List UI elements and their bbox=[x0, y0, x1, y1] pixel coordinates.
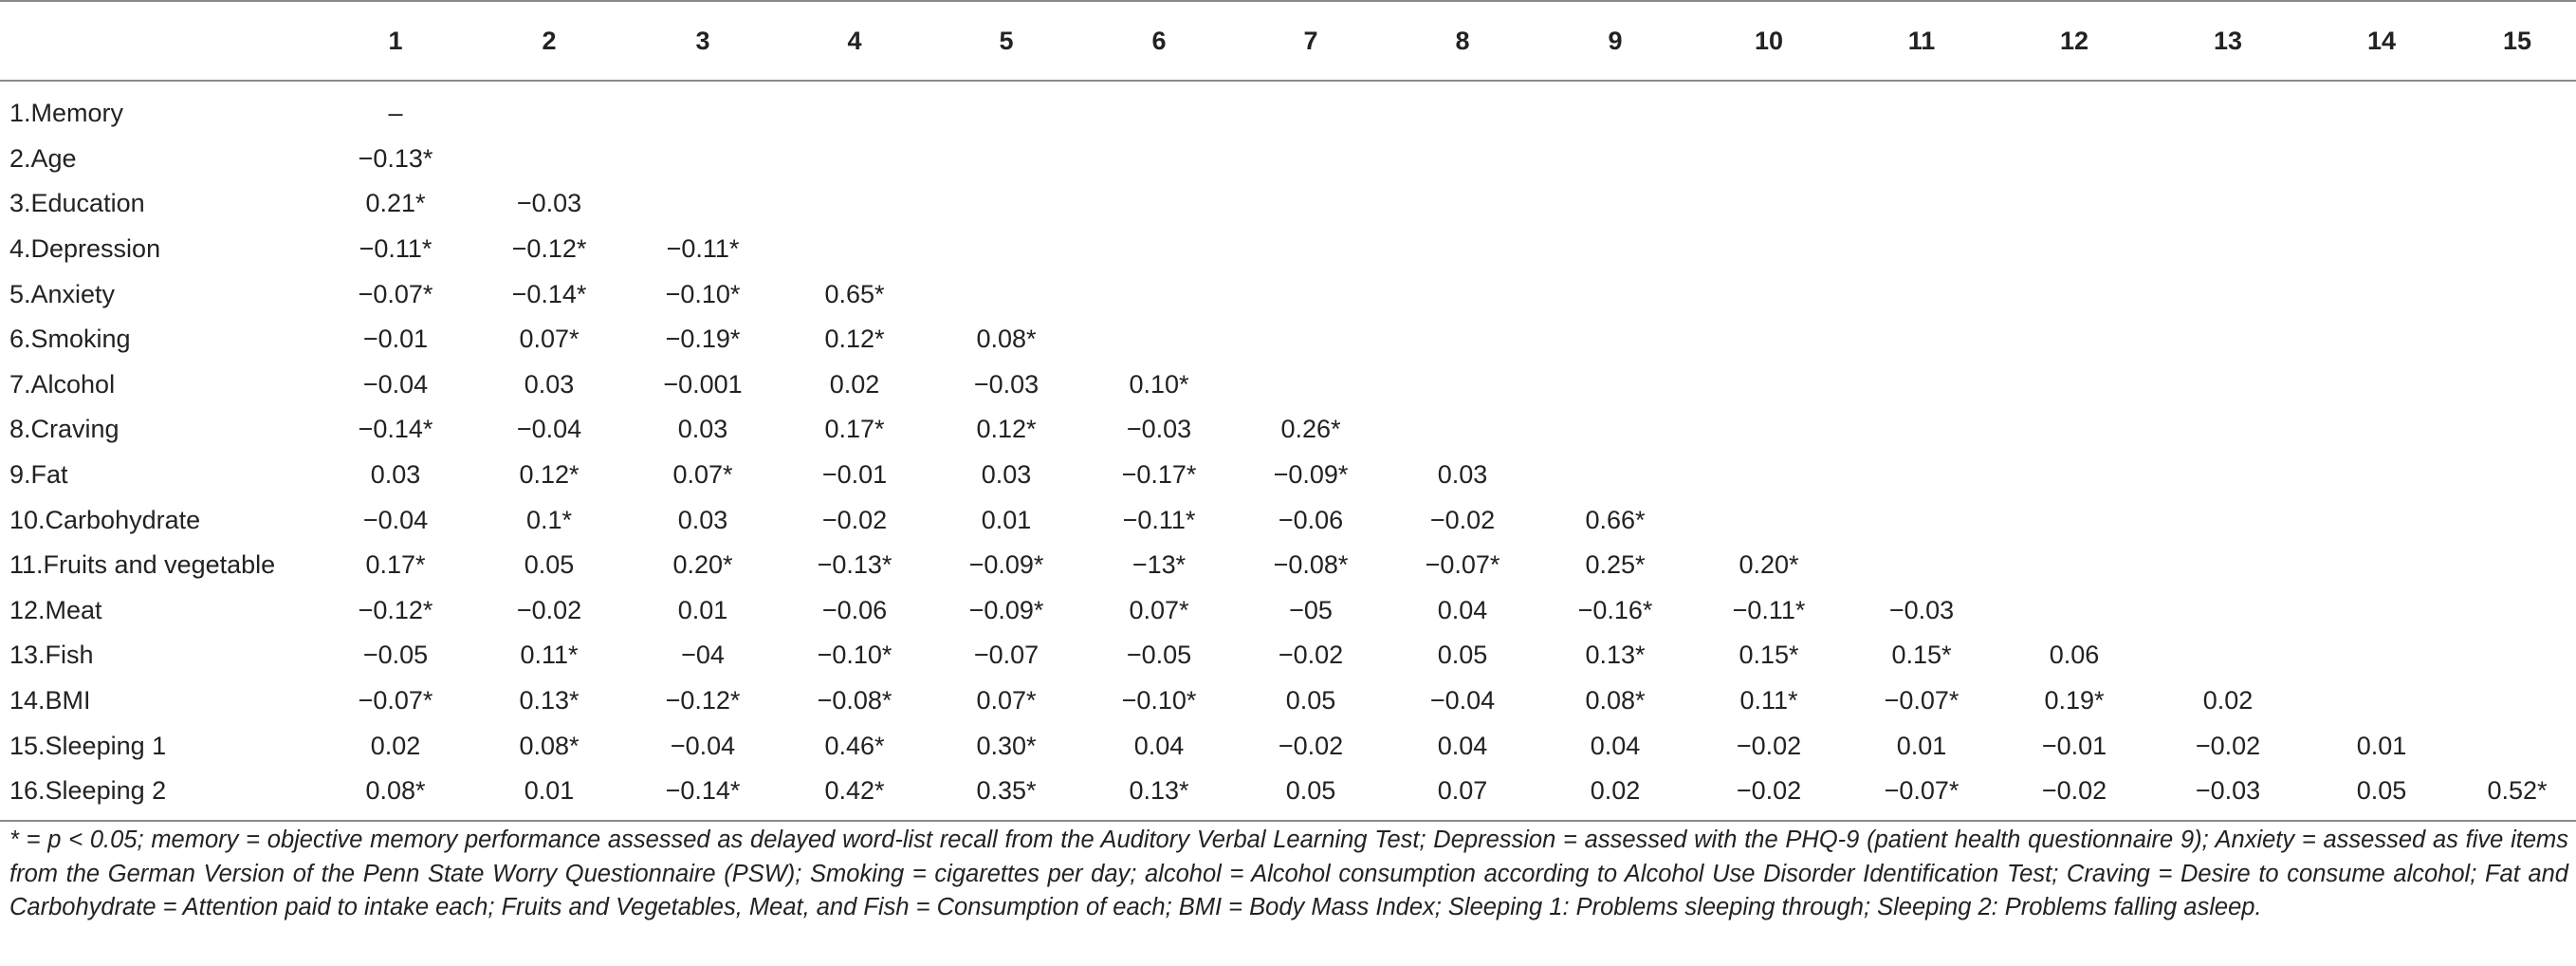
correlation-cell: 0.01 bbox=[981, 505, 1032, 534]
correlation-cell: −0.03 bbox=[1126, 415, 1192, 444]
correlation-cell: −0.06 bbox=[821, 595, 888, 624]
column-header: 15 bbox=[2458, 1, 2576, 81]
correlation-cell bbox=[1846, 81, 1997, 137]
correlation-cell bbox=[2151, 633, 2305, 678]
correlation-cell bbox=[1997, 543, 2151, 588]
correlation-cell bbox=[2151, 362, 2305, 408]
correlation-cell bbox=[2305, 678, 2458, 724]
correlation-cell bbox=[1846, 497, 1997, 543]
correlation-cell bbox=[1387, 81, 1538, 137]
correlation-cell bbox=[472, 137, 626, 182]
correlation-cell: −0.17* bbox=[1121, 460, 1197, 490]
row-label: 10.Carbohydrate bbox=[9, 505, 201, 534]
row-label: 6.Smoking bbox=[9, 325, 131, 354]
correlation-cell: −0.03 bbox=[2151, 769, 2305, 821]
correlation-cell: −0.02 bbox=[2195, 731, 2261, 760]
correlation-cell: 0.03 bbox=[677, 505, 728, 534]
correlation-cell: 0.13* bbox=[1585, 641, 1646, 670]
correlation-cell bbox=[1538, 271, 1692, 317]
correlation-cell bbox=[2458, 362, 2576, 408]
correlation-cell: −0.11* bbox=[359, 234, 432, 264]
correlation-cell bbox=[1235, 317, 1387, 362]
column-header: 3 bbox=[626, 1, 780, 81]
correlation-cell bbox=[1083, 181, 1235, 227]
row-label: 8.Craving bbox=[9, 415, 120, 444]
correlation-cell bbox=[1235, 271, 1387, 317]
correlation-cell: −0.12* bbox=[665, 686, 741, 715]
correlation-cell bbox=[1538, 453, 1692, 498]
column-header: 6 bbox=[1083, 1, 1235, 81]
correlation-cell: 0.02 bbox=[2202, 686, 2254, 715]
correlation-cell bbox=[1997, 407, 2151, 453]
correlation-cell: 0.05 bbox=[1285, 686, 1336, 715]
correlation-cell bbox=[2305, 227, 2458, 272]
column-header: 9 bbox=[1538, 1, 1692, 81]
correlation-cell: 0.06 bbox=[2049, 641, 2100, 670]
column-header: 11 bbox=[1846, 1, 1997, 81]
correlation-cell: 0.66* bbox=[1585, 505, 1646, 534]
row-label: 14.BMI bbox=[9, 686, 91, 715]
correlation-cell bbox=[2458, 588, 2576, 634]
correlation-cell: 0.07* bbox=[976, 686, 1037, 715]
row-label: 7.Alcohol bbox=[9, 369, 116, 399]
correlation-cell bbox=[2305, 81, 2458, 137]
column-header: 5 bbox=[929, 1, 1083, 81]
correlation-cell bbox=[2151, 227, 2305, 272]
correlation-cell: −0.02 bbox=[1278, 731, 1344, 760]
correlation-cell bbox=[1997, 81, 2151, 137]
correlation-cell: 0.02 bbox=[370, 731, 421, 760]
correlation-cell bbox=[1997, 317, 2151, 362]
column-header: 2 bbox=[472, 1, 626, 81]
correlation-cell bbox=[1538, 81, 1692, 137]
correlation-cell: 0.01 bbox=[2356, 731, 2407, 760]
correlation-cell bbox=[1997, 181, 2151, 227]
correlation-cell: −0.09* bbox=[968, 550, 1044, 580]
table-row bbox=[0, 407, 2576, 453]
correlation-cell bbox=[2458, 723, 2576, 769]
correlation-cell: −0.11* bbox=[1732, 595, 1806, 624]
table-row bbox=[0, 497, 2576, 543]
correlation-cell bbox=[2151, 81, 2305, 137]
table-footnote: * = p < 0.05; memory = objective memory performance assessed as delayed word-list recall from the Auditory Verbal Learning Test; Depression = assessed with the PHQ-9 (patient health questionnaire 9); Anxiety = assessed as five items from the German Version of the Penn State Worry Questionnaire (PSW); Smoking = cigarettes per day; alcohol = Alcohol consumption according to Alcohol Use Disorder Identification Test; Craving = Desire to consume alcohol; Fat and Carbohydrate = Attention paid to intake each; Fruits and Vegetables, Meat, and Fish = Consumption of each; BMI = Body Mass Index; Sleeping 1: Problems sleeping through; Sleeping 2: Problems falling asleep. bbox=[9, 827, 2568, 920]
correlation-cell: 0.03 bbox=[981, 460, 1032, 490]
header-row bbox=[0, 1, 2576, 81]
correlation-cell: −0.12* bbox=[358, 595, 433, 624]
table-row bbox=[0, 81, 2576, 137]
correlation-cell bbox=[2305, 543, 2458, 588]
correlation-cell: 0.05 bbox=[1235, 769, 1387, 821]
correlation-cell bbox=[1692, 137, 1846, 182]
correlation-cell bbox=[1997, 271, 2151, 317]
correlation-cell bbox=[929, 81, 1083, 137]
column-header: 1 bbox=[319, 1, 472, 81]
correlation-cell: 0.08* bbox=[976, 325, 1037, 354]
correlation-cell: 0.52* bbox=[2458, 769, 2576, 821]
correlation-cell: 0.03 bbox=[677, 415, 728, 444]
correlation-cell: −0.05 bbox=[362, 641, 429, 670]
correlation-cell: −0.07* bbox=[358, 279, 433, 308]
correlation-cell: −0.19* bbox=[665, 325, 741, 354]
correlation-cell: −0.10* bbox=[1121, 686, 1197, 715]
correlation-cell: −0.01 bbox=[821, 460, 888, 490]
table-row bbox=[0, 137, 2576, 182]
correlation-cell: 0.03 bbox=[370, 460, 421, 490]
correlation-cell: 0.20* bbox=[1739, 550, 1799, 580]
correlation-cell bbox=[2305, 497, 2458, 543]
correlation-cell: −0.02 bbox=[1692, 769, 1846, 821]
correlation-cell: 0.07* bbox=[672, 460, 733, 490]
correlation-cell bbox=[1692, 81, 1846, 137]
table-row bbox=[0, 769, 2576, 821]
correlation-cell bbox=[2458, 453, 2576, 498]
row-label: 3.Education bbox=[9, 189, 145, 218]
correlation-cell: −04 bbox=[681, 641, 725, 670]
correlation-cell bbox=[2458, 271, 2576, 317]
correlation-cell bbox=[2458, 137, 2576, 182]
correlation-cell: −0.10* bbox=[817, 641, 892, 670]
correlation-cell bbox=[2305, 588, 2458, 634]
correlation-cell bbox=[2305, 317, 2458, 362]
correlation-cell bbox=[1235, 181, 1387, 227]
correlation-cell: −0.13* bbox=[817, 550, 892, 580]
correlation-cell bbox=[2151, 407, 2305, 453]
correlation-cell: 0.05 bbox=[1437, 641, 1488, 670]
correlation-cell: −0.04 bbox=[1429, 686, 1496, 715]
table-row bbox=[0, 317, 2576, 362]
correlation-cell: 0.25* bbox=[1585, 550, 1646, 580]
correlation-cell: 0.04 bbox=[1133, 731, 1185, 760]
correlation-cell bbox=[1083, 317, 1235, 362]
correlation-cell: −0.16* bbox=[1577, 595, 1653, 624]
correlation-cell bbox=[1997, 137, 2151, 182]
correlation-cell: −0.06 bbox=[1278, 505, 1344, 534]
correlation-cell bbox=[2151, 497, 2305, 543]
correlation-cell bbox=[1387, 407, 1538, 453]
correlation-cell: 0.20* bbox=[672, 550, 733, 580]
table-row bbox=[0, 227, 2576, 272]
column-header: 4 bbox=[780, 1, 929, 81]
correlation-cell bbox=[2151, 317, 2305, 362]
correlation-cell: −0.03 bbox=[973, 369, 1040, 399]
correlation-cell bbox=[1538, 317, 1692, 362]
correlation-cell bbox=[780, 181, 929, 227]
correlation-cell: 0.03 bbox=[1437, 460, 1488, 490]
correlation-cell: −0.14* bbox=[626, 769, 780, 821]
correlation-cell: 0.01 bbox=[472, 769, 626, 821]
correlation-cell bbox=[472, 81, 626, 137]
correlation-cell bbox=[1692, 317, 1846, 362]
correlation-cell bbox=[1846, 227, 1997, 272]
row-label: 4.Depression bbox=[9, 234, 161, 264]
correlation-cell bbox=[1387, 227, 1538, 272]
correlation-cell: −0.04 bbox=[362, 505, 429, 534]
correlation-cell: 0.04 bbox=[1437, 595, 1488, 624]
correlation-cell: 0.19* bbox=[2044, 686, 2105, 715]
correlation-cell: 0.65* bbox=[824, 279, 885, 308]
correlation-cell: −0.01 bbox=[362, 325, 429, 354]
correlation-cell: −0.07 bbox=[973, 641, 1040, 670]
correlation-cell: −0.07* bbox=[1884, 686, 1960, 715]
table-row bbox=[0, 678, 2576, 724]
correlation-cell: −0.08* bbox=[817, 686, 892, 715]
correlation-cell: −05 bbox=[1289, 595, 1333, 624]
correlation-cell: −0.02 bbox=[1736, 731, 1802, 760]
correlation-cell bbox=[1083, 271, 1235, 317]
correlation-cell: 0.05 bbox=[524, 550, 575, 580]
correlation-cell bbox=[1083, 81, 1235, 137]
correlation-cell: −0.14* bbox=[358, 415, 433, 444]
correlation-cell: −0.07* bbox=[358, 686, 433, 715]
row-label: 13.Fish bbox=[9, 641, 94, 670]
correlation-cell bbox=[1538, 181, 1692, 227]
correlation-cell: 0.21* bbox=[365, 189, 426, 218]
correlation-cell: −0.04 bbox=[670, 731, 736, 760]
correlation-cell: 0.08* bbox=[519, 731, 580, 760]
correlation-cell bbox=[2305, 181, 2458, 227]
correlation-cell: −0.13* bbox=[358, 143, 433, 173]
correlation-cell: 0.17* bbox=[365, 550, 426, 580]
correlation-cell: 0.26* bbox=[1280, 415, 1341, 444]
correlation-cell: −0.04 bbox=[516, 415, 582, 444]
correlation-cell bbox=[1387, 181, 1538, 227]
correlation-cell: 0.13* bbox=[1083, 769, 1235, 821]
correlation-cell: −0.02 bbox=[516, 595, 582, 624]
correlation-cell: −0.05 bbox=[1126, 641, 1192, 670]
correlation-cell bbox=[1235, 227, 1387, 272]
table-header bbox=[0, 1, 2576, 81]
correlation-cell: 0.04 bbox=[1437, 731, 1488, 760]
correlation-cell bbox=[626, 181, 780, 227]
correlation-cell bbox=[2458, 407, 2576, 453]
correlation-cell: −0.08* bbox=[1273, 550, 1349, 580]
table-row bbox=[0, 543, 2576, 588]
correlation-cell: 0.07* bbox=[519, 325, 580, 354]
correlation-cell bbox=[626, 137, 780, 182]
row-label: 9.Fat bbox=[9, 460, 68, 490]
correlation-cell: 0.15* bbox=[1891, 641, 1952, 670]
correlation-cell: −0.11* bbox=[1122, 505, 1196, 534]
row-label: 15.Sleeping 1 bbox=[9, 731, 167, 760]
correlation-cell: −0.01 bbox=[2041, 731, 2107, 760]
correlation-cell: −0.02 bbox=[1429, 505, 1496, 534]
correlation-cell bbox=[1538, 137, 1692, 182]
correlation-cell: 0.10* bbox=[1129, 369, 1189, 399]
correlation-cell: 0.35* bbox=[929, 769, 1083, 821]
table-row bbox=[0, 453, 2576, 498]
correlation-cell: – bbox=[388, 99, 403, 128]
correlation-cell bbox=[1235, 362, 1387, 408]
correlation-cell bbox=[929, 181, 1083, 227]
correlation-cell bbox=[929, 137, 1083, 182]
correlation-cell: 0.08* bbox=[319, 769, 472, 821]
header-corner bbox=[0, 1, 319, 81]
correlation-cell bbox=[1692, 453, 1846, 498]
correlation-cell bbox=[1846, 137, 1997, 182]
correlation-cell bbox=[2151, 588, 2305, 634]
correlation-cell bbox=[1692, 181, 1846, 227]
correlation-cell: 0.30* bbox=[976, 731, 1037, 760]
correlation-cell: −0.09* bbox=[968, 595, 1044, 624]
correlation-cell: −0.03 bbox=[1888, 595, 1955, 624]
correlation-cell bbox=[2305, 633, 2458, 678]
correlation-cell bbox=[1997, 497, 2151, 543]
correlation-cell: 0.13* bbox=[519, 686, 580, 715]
table-row bbox=[0, 633, 2576, 678]
correlation-cell: 0.02 bbox=[829, 369, 880, 399]
column-header: 13 bbox=[2151, 1, 2305, 81]
column-header: 7 bbox=[1235, 1, 1387, 81]
correlation-cell: −0.03 bbox=[516, 189, 582, 218]
column-header: 8 bbox=[1387, 1, 1538, 81]
correlation-cell bbox=[2458, 81, 2576, 137]
correlation-cell bbox=[1692, 497, 1846, 543]
correlation-cell bbox=[1846, 407, 1997, 453]
column-header: 10 bbox=[1692, 1, 1846, 81]
correlation-cell: −0.07* bbox=[1846, 769, 1997, 821]
correlation-cell bbox=[929, 271, 1083, 317]
row-label: 5.Anxiety bbox=[9, 279, 116, 308]
correlation-cell bbox=[1538, 362, 1692, 408]
correlation-cell bbox=[2458, 227, 2576, 272]
correlation-cell bbox=[780, 227, 929, 272]
correlation-cell bbox=[1387, 137, 1538, 182]
correlation-cell bbox=[1997, 588, 2151, 634]
correlation-cell bbox=[1083, 227, 1235, 272]
correlation-cell bbox=[1846, 271, 1997, 317]
correlation-cell bbox=[2458, 497, 2576, 543]
correlation-cell bbox=[2151, 453, 2305, 498]
correlation-cell bbox=[1846, 362, 1997, 408]
correlation-cell: 0.03 bbox=[524, 369, 575, 399]
table-row bbox=[0, 362, 2576, 408]
correlation-cell bbox=[2151, 137, 2305, 182]
correlation-cell: 0.46* bbox=[824, 731, 885, 760]
correlation-cell: −0.07* bbox=[1425, 550, 1500, 580]
correlation-cell: −0.12* bbox=[511, 234, 587, 264]
row-label: 16.Sleeping 2 bbox=[0, 769, 319, 821]
correlation-cell bbox=[1538, 227, 1692, 272]
correlation-cell: −0.10* bbox=[665, 279, 741, 308]
correlation-cell: 0.1* bbox=[525, 505, 573, 534]
correlation-cell bbox=[1997, 362, 2151, 408]
table-row bbox=[0, 181, 2576, 227]
correlation-cell bbox=[2458, 633, 2576, 678]
correlation-cell bbox=[2305, 407, 2458, 453]
correlation-cell bbox=[2151, 271, 2305, 317]
correlation-cell bbox=[1692, 362, 1846, 408]
correlation-cell bbox=[2151, 543, 2305, 588]
correlation-cell: 0.12* bbox=[519, 460, 580, 490]
row-label: 1.Memory bbox=[9, 99, 124, 128]
correlation-cell bbox=[2458, 678, 2576, 724]
correlation-cell bbox=[929, 227, 1083, 272]
correlation-cell bbox=[780, 81, 929, 137]
correlation-cell bbox=[2458, 317, 2576, 362]
correlation-cell bbox=[2305, 271, 2458, 317]
correlation-cell bbox=[1387, 317, 1538, 362]
row-label: 2.Age bbox=[9, 143, 77, 173]
correlation-cell bbox=[1997, 453, 2151, 498]
correlation-cell bbox=[1692, 227, 1846, 272]
correlation-cell: 0.01 bbox=[677, 595, 728, 624]
correlation-cell bbox=[1997, 227, 2151, 272]
correlation-cell bbox=[2151, 181, 2305, 227]
row-label: 12.Meat bbox=[9, 595, 102, 624]
row-label: 11.Fruits and vegetable bbox=[9, 550, 276, 580]
correlation-cell: −0.02 bbox=[821, 505, 888, 534]
correlation-cell bbox=[1692, 407, 1846, 453]
correlation-cell: 0.04 bbox=[1590, 731, 1641, 760]
correlation-cell: 0.07 bbox=[1387, 769, 1538, 821]
correlation-cell: −0.09* bbox=[1273, 460, 1349, 490]
correlation-cell bbox=[1846, 453, 1997, 498]
correlation-cell: 0.12* bbox=[824, 325, 885, 354]
correlation-cell bbox=[1083, 137, 1235, 182]
correlation-cell bbox=[1538, 407, 1692, 453]
correlation-cell bbox=[1235, 137, 1387, 182]
correlation-cell: 0.08* bbox=[1585, 686, 1646, 715]
correlation-cell: 0.07* bbox=[1129, 595, 1189, 624]
correlation-cell: 0.05 bbox=[2305, 769, 2458, 821]
correlation-cell bbox=[1692, 271, 1846, 317]
correlation-cell: −0.02 bbox=[1278, 641, 1344, 670]
correlation-cell bbox=[1846, 543, 1997, 588]
correlation-cell: −0.001 bbox=[663, 369, 743, 399]
correlation-cell: 0.11* bbox=[1739, 686, 1798, 715]
correlation-cell bbox=[1235, 81, 1387, 137]
correlation-cell: 0.11* bbox=[520, 641, 579, 670]
correlation-cell bbox=[2458, 543, 2576, 588]
table-row bbox=[0, 271, 2576, 317]
correlation-cell bbox=[1846, 181, 1997, 227]
correlation-cell bbox=[1387, 362, 1538, 408]
correlation-cell bbox=[2305, 137, 2458, 182]
correlation-cell: 0.02 bbox=[1538, 769, 1692, 821]
correlation-cell: −0.02 bbox=[1997, 769, 2151, 821]
correlation-cell: −0.04 bbox=[362, 369, 429, 399]
correlation-cell: 0.12* bbox=[976, 415, 1037, 444]
correlation-cell: 0.01 bbox=[1896, 731, 1947, 760]
correlation-cell bbox=[1846, 317, 1997, 362]
correlation-cell bbox=[2305, 453, 2458, 498]
correlation-cell: −0.11* bbox=[666, 234, 740, 264]
column-header: 14 bbox=[2305, 1, 2458, 81]
correlation-cell bbox=[2458, 181, 2576, 227]
correlation-cell: 0.17* bbox=[824, 415, 885, 444]
column-header: 12 bbox=[1997, 1, 2151, 81]
correlation-cell bbox=[626, 81, 780, 137]
correlation-cell: 0.42* bbox=[780, 769, 929, 821]
correlation-cell bbox=[780, 137, 929, 182]
correlation-cell bbox=[1387, 271, 1538, 317]
table-body bbox=[0, 81, 2576, 821]
correlation-cell: −0.14* bbox=[511, 279, 587, 308]
table-row bbox=[0, 723, 2576, 769]
table-row bbox=[0, 588, 2576, 634]
correlation-cell bbox=[2305, 362, 2458, 408]
correlation-cell: −13* bbox=[1132, 550, 1187, 580]
correlation-cell: 0.15* bbox=[1739, 641, 1799, 670]
